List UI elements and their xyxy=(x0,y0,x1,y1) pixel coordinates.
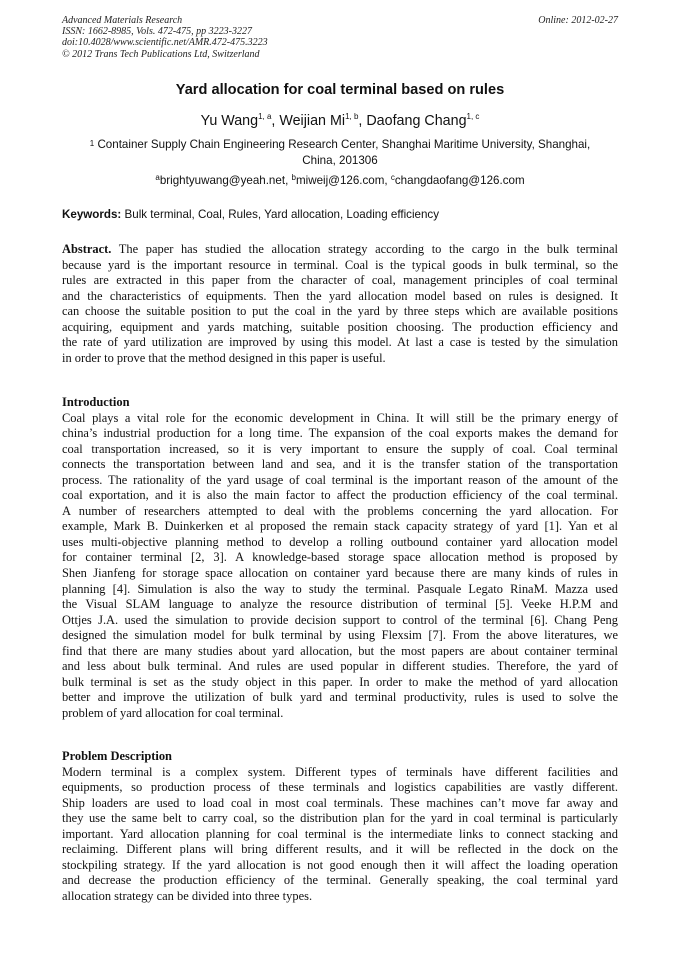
introduction-line: Shen Jianfeng for storage space allocation on container yard because there are many kinds of rules in xyxy=(62,566,618,581)
paper-title: Yard allocation for coal terminal based on rules xyxy=(175,82,505,98)
introduction-line: and less about bulk terminal. And rules are used popular in different studies. Therefore, the yard of xyxy=(62,659,618,674)
email-address: miweij@126.com xyxy=(295,174,385,187)
abstract-line: the rate of yard utilization are improved by using this model. At last a case is tested by the simulation xyxy=(62,335,618,350)
introduction-line: process. The rationality of the yard usage of coal terminal is the important reason of the amount of the xyxy=(62,472,618,487)
abstract-line: acquiring, equipment and yards matching, suitable position choosing. The production efficiency and xyxy=(62,319,618,334)
email-address: brightyuwang@yeah.net xyxy=(159,174,286,187)
introduction-line: coal transportation increased, so it is very important to ensure the supply of coal. Coal terminal xyxy=(62,441,618,456)
introduction-line: bulk terminal is set as the study object in this paper. In order to make the method of yard allocation xyxy=(62,674,618,689)
introduction-line: uses multi-objective planning method to develop a rolling outbound container yard allocation model xyxy=(62,534,618,549)
email-mark: b xyxy=(291,173,296,182)
affiliation-line-1: Container Supply Chain Engineering Research Center, Shanghai Maritime University, Shanghai, xyxy=(97,138,591,151)
keywords xyxy=(62,208,618,221)
affiliation-mark: 1 xyxy=(89,139,95,148)
author-affil-mark: 1, a xyxy=(258,112,272,121)
author-name: Daofang Chang xyxy=(366,113,467,129)
introduction-heading: Introduction xyxy=(62,395,130,409)
problem-section xyxy=(62,749,618,904)
introduction-line: for container terminal [2, 3]. A knowledge-based storage space allocation method is proposed by xyxy=(62,550,618,565)
author-name: Weijian Mi xyxy=(279,113,346,129)
email-list: $^a$brightyuwang@yeah.net, $^b$miweij@126.com, $^c$changdaofang@126.com xyxy=(155,173,525,187)
problem-line: Modern terminal is a complex system. Different types of terminals have different facilities and xyxy=(62,764,618,779)
email-mark: a xyxy=(155,173,160,182)
problem-line: allocation strategy can be divided into three types. xyxy=(62,888,313,903)
online-date: Online: 2012-02-27 xyxy=(538,15,618,26)
introduction-line: find that there are many studies about yard allocation, but the most papers are about container terminal xyxy=(62,643,618,658)
abstract-line: and the characteristics of equipments. Then the yard allocation model based on rules is designed. It xyxy=(62,288,618,303)
introduction-line: Coal plays a vital role for the economic development in China. It will still be the primary energy of xyxy=(62,410,618,425)
problem-line: stockpiling strategy. If the yard allocation is not good enough then it will affect the loading operation xyxy=(62,857,618,872)
problem-line: they use the same belt to carry coal, so the distribution plan for the yard in coal terminal is particularly xyxy=(62,811,618,826)
abstract-label: Abstract. xyxy=(62,242,112,256)
introduction-line: designed the simulation model for bulk terminal by using Flexsim [7]. From the above literatures, we xyxy=(62,628,618,643)
introduction-line: the Visual SLAM language to analyze the resource distribution of terminal [5]. Veeke H.P.M and xyxy=(62,597,618,612)
introduction-line: better and improve the utilization of bulk yard and terminal productivity, rules is used to solve the xyxy=(62,690,618,705)
email-mark: c xyxy=(390,173,395,182)
author-affil-mark: 1, b xyxy=(345,112,359,121)
introduction-line: Ottjes J.A. used the simulation to provide decision support to control of the terminal [6]. Chang Peng xyxy=(62,612,618,627)
author-list: Yu Wang$^{1, a}$, Weijian Mi$^{1, b}$, Daofang Chang$^{1, c}$ xyxy=(200,112,480,129)
introduction-line: planning [4]. Simulation is also the way to study the terminal. Pasquale Legato RinaM. Mazza used xyxy=(62,581,618,596)
copyright-line: © 2012 Trans Tech Publications Ltd, Switzerland xyxy=(62,48,260,60)
problem-line: and decrease the production efficiency of the terminal. Generally speaking, the coal terminal yard xyxy=(62,873,618,888)
introduction-line: coal exportation, and it is also the main factor to affect the production efficiency of the coal terminal. xyxy=(62,488,618,503)
problem-heading: Problem Description xyxy=(62,749,172,763)
journal-name: Advanced Materials Research xyxy=(62,15,183,26)
email-address: changdaofang@126.com xyxy=(394,174,525,187)
keywords-label: Keywords: xyxy=(62,208,122,221)
problem-line: Ship loaders are used to load coal in most coal terminals. These machines can’t move far away and xyxy=(62,795,618,810)
problem-line: important. Yard allocation planning for coal terminal is the intermediate links to connect stacking and xyxy=(62,826,618,841)
abstract-line: because yard is the important resource in terminal. Coal is the typical goods in bulk terminal, so the xyxy=(62,257,618,272)
introduction-line: A number of researchers attempted to deal with the problems concerning the yard allocation. For xyxy=(62,503,618,518)
abstract-line: rules are extracted in this paper from the character of coal, management principles of coal terminal xyxy=(62,273,618,288)
affiliation xyxy=(62,137,618,168)
problem-line: reclaiming. Different plans will bring different results, and it will be reflected in the dock on the xyxy=(62,842,618,857)
problem-line: equipments, so production process of these terminals and logistics capabilities are vastly different. xyxy=(62,780,618,795)
abstract-line: in order to prove that the method designed in this paper is useful. xyxy=(62,350,386,365)
author-affil-mark: 1, c xyxy=(466,112,480,121)
keywords-text: Bulk terminal, Coal, Rules, Yard allocation, Loading efficiency xyxy=(124,208,440,221)
abstract-line: Abstract. The paper has studied the allocation strategy according to the cargo in the bulk terminal xyxy=(62,242,619,256)
journal-header xyxy=(62,15,618,60)
introduction-line: problem of yard allocation for coal terminal. xyxy=(62,705,284,720)
introduction-line: connects the transportation between land and sea, and it is the transfer station of the transportation xyxy=(62,457,618,472)
introduction-line: china’s industrial production for a long time. The expansion of the coal exports makes the demand for xyxy=(62,426,618,441)
affiliation-line-2: China, 201306 xyxy=(302,153,378,167)
abstract-section xyxy=(62,242,618,366)
introduction-section xyxy=(62,395,618,721)
issn-line: ISSN: 1662-8985, Vols. 472-475, pp 3223-3227 xyxy=(62,26,252,38)
author-name: Yu Wang xyxy=(200,113,259,129)
abstract-line: can choose the suitable position to put the coal in the yard by three steps which are available positions xyxy=(62,304,618,319)
doi-line: doi:10.4028/www.scientific.net/AMR.472-475.3223 xyxy=(62,37,268,49)
introduction-line: example, Mark B. Duinkerken et al proposed the remain stack capacity strategy of yard [1]. Yan et al xyxy=(62,519,618,534)
